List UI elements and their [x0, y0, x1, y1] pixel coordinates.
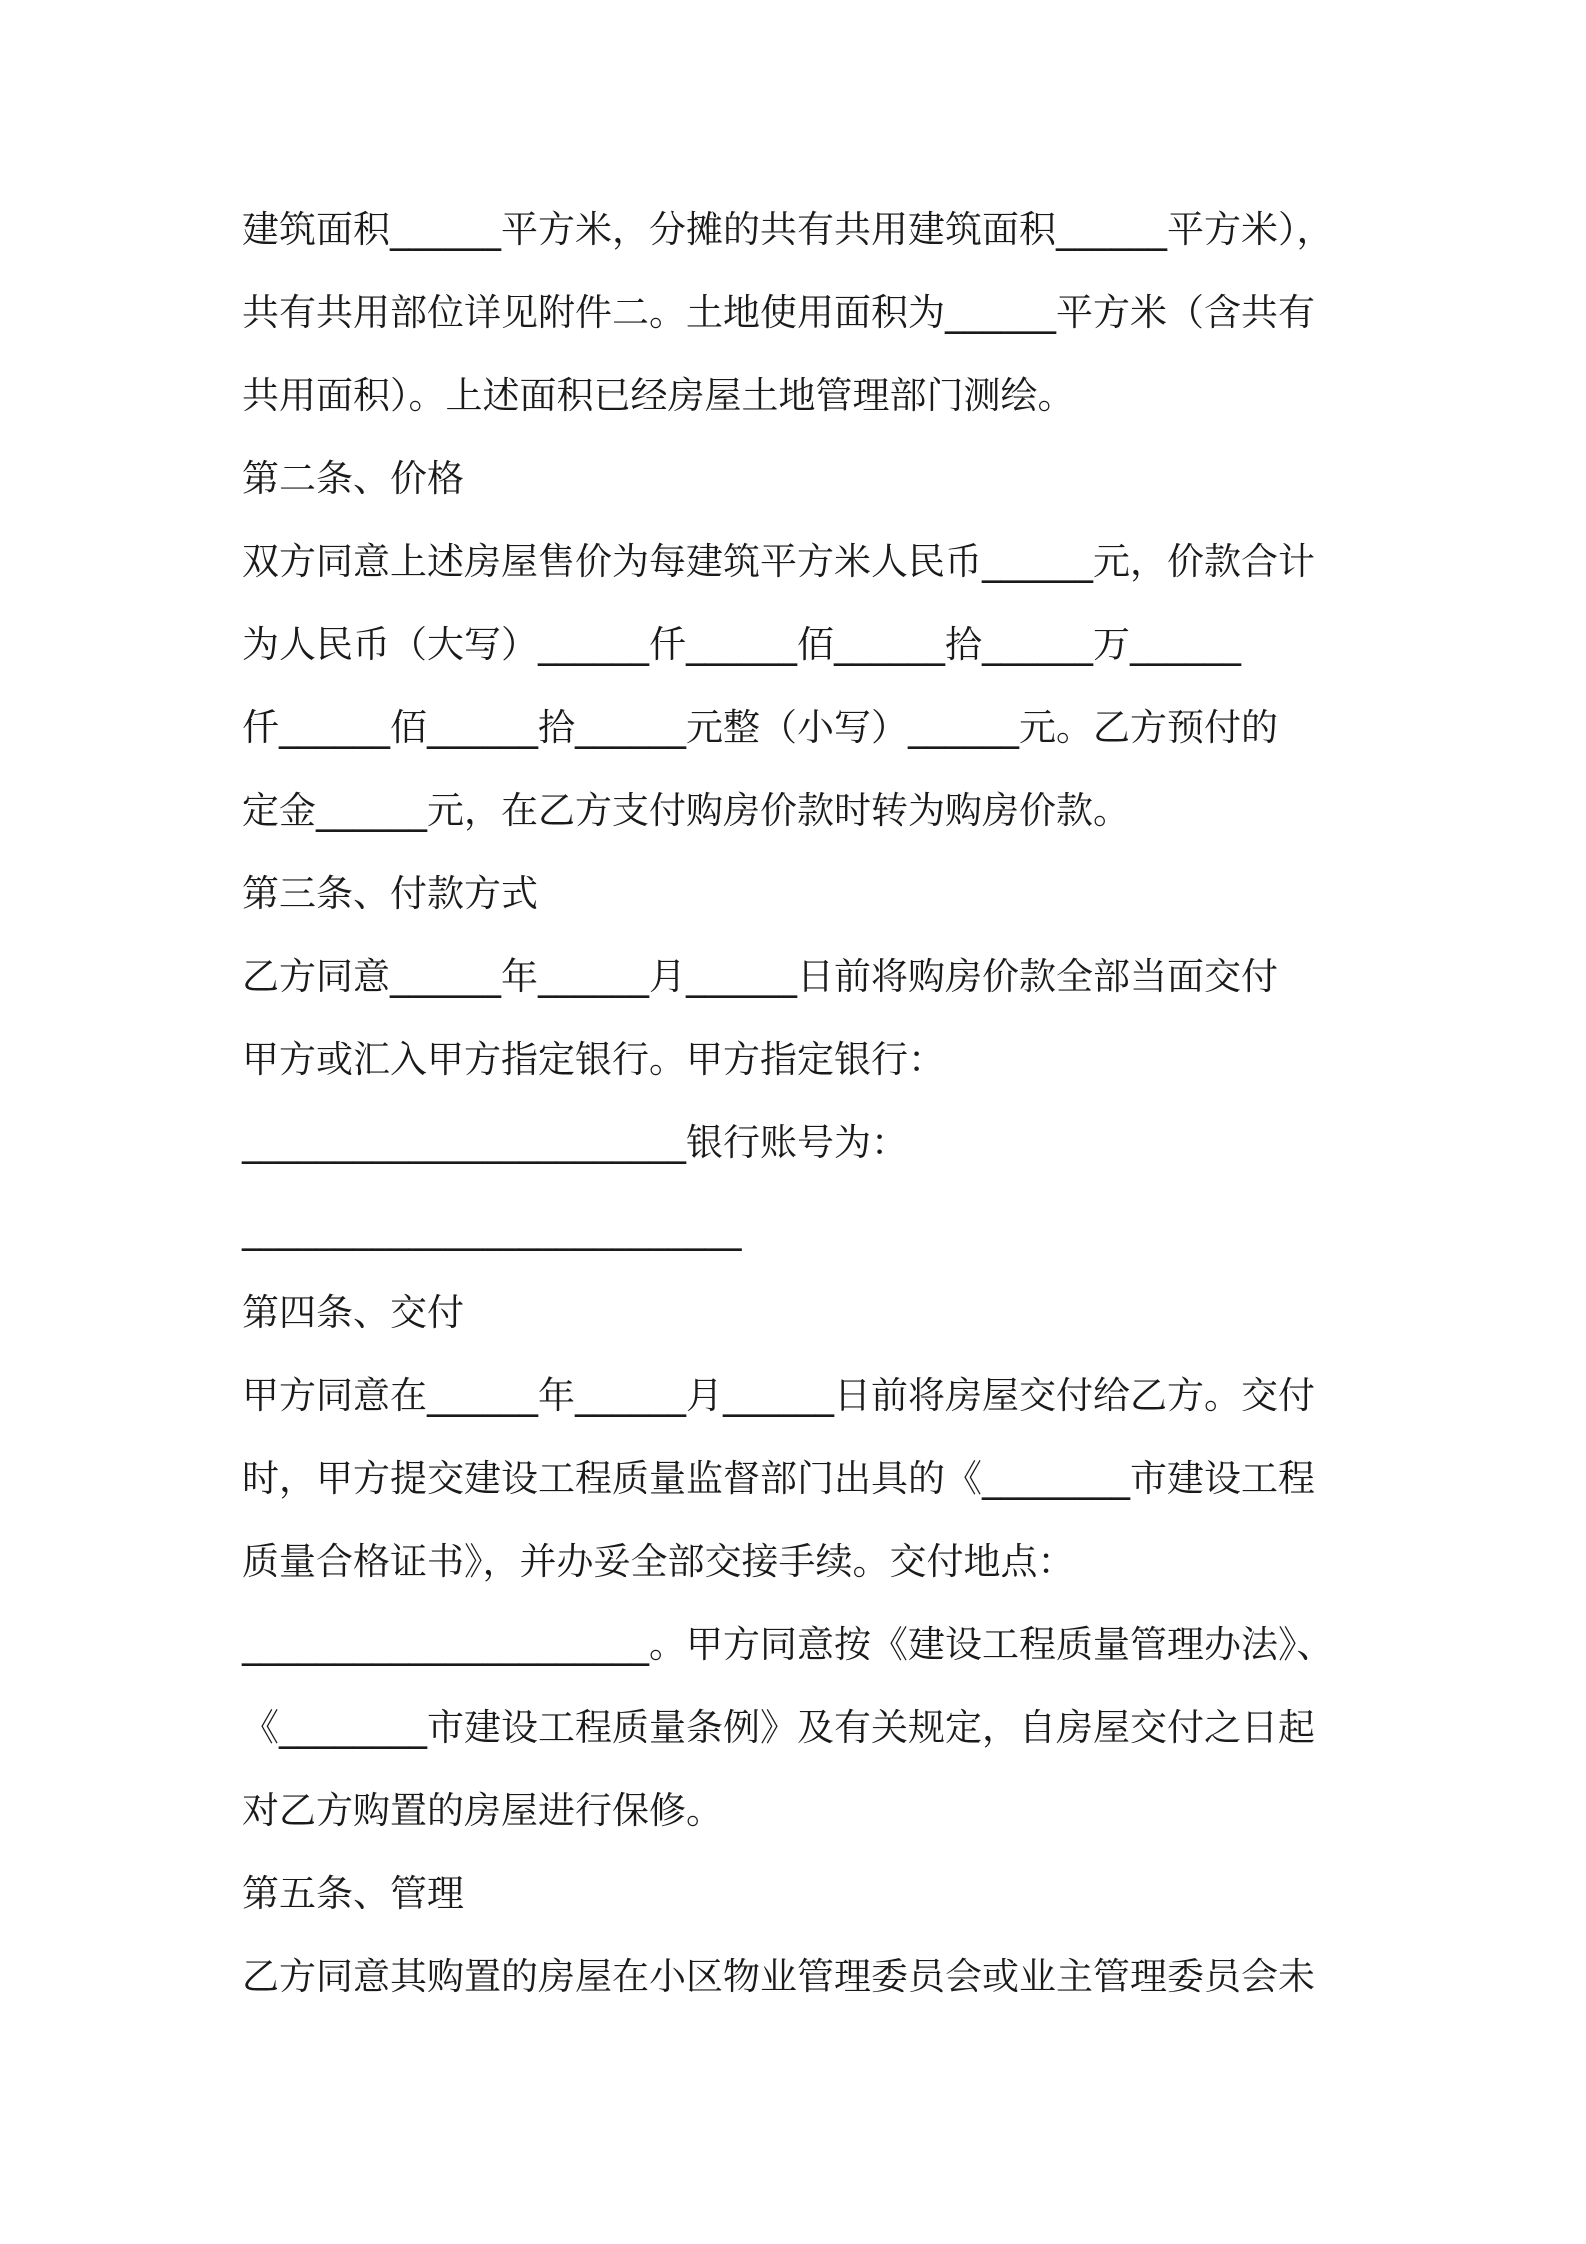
text-line: 甲方同意在______年______月______日前将房屋交付给乙方。交付	[242, 1374, 1315, 1417]
text-line: 定金______元，在乙方支付购房价款时转为购房价款。	[242, 789, 1130, 832]
text-line: 为人民币（大写）______仟______佰______拾______万______	[242, 623, 1241, 666]
section-heading-payment: 第三条、付款方式	[242, 872, 538, 915]
section-heading-management: 第五条、管理	[242, 1872, 464, 1915]
text-line: 甲方或汇入甲方指定银行。甲方指定银行：	[242, 1038, 945, 1081]
text-line: 乙方同意______年______月______日前将购房价款全部当面交付	[242, 955, 1278, 998]
section-heading-delivery: 第四条、交付	[242, 1291, 464, 1334]
section-heading-price: 第二条、价格	[242, 457, 464, 500]
text-line: 《________市建设工程质量条例》及有关规定，自房屋交付之日起	[242, 1706, 1315, 1749]
text-line: 双方同意上述房屋售价为每建筑平方米人民币______元，价款合计	[242, 540, 1315, 583]
text-line: ______________________。甲方同意按《建设工程质量管理办法》、	[242, 1623, 1334, 1666]
text-line: 共有共用部位详见附件二。土地使用面积为______平方米（含共有	[242, 291, 1315, 334]
text-line: 仟______佰______拾______元整（小写）______元。乙方预付的	[242, 706, 1278, 749]
text-line: 时，甲方提交建设工程质量监督部门出具的《________市建设工程	[242, 1457, 1315, 1500]
text-line: 对乙方购置的房屋进行保修。	[242, 1789, 723, 1832]
text-line: 建筑面积______平方米，分摊的共有共用建筑面积______平方米），	[242, 208, 1334, 251]
text-line: 质量合格证书》，并办妥全部交接手续。交付地点：	[242, 1540, 1075, 1583]
text-line: 共用面积）。上述面积已经房屋土地管理部门测绘。	[242, 374, 1075, 417]
bank-name-blank-line: ________________________银行账号为：	[242, 1121, 908, 1164]
text-line: 乙方同意其购置的房屋在小区物业管理委员会或业主管理委员会未	[242, 1955, 1315, 1998]
bank-account-blank-line: ___________________________	[242, 1208, 742, 1251]
